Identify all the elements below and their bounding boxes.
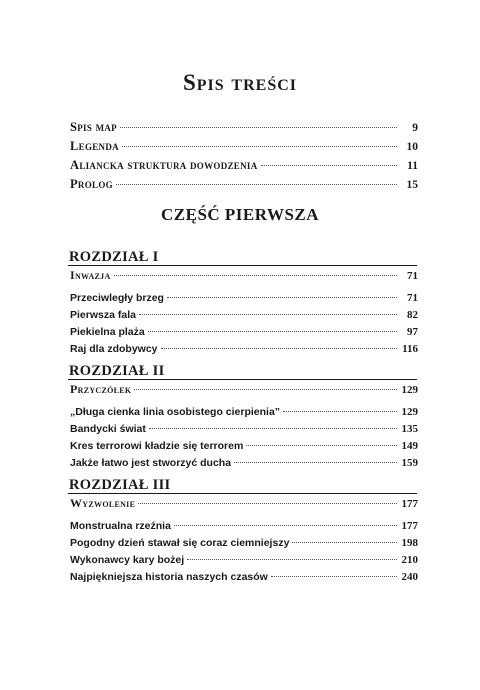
entry-page: 82: [407, 309, 418, 321]
toc-section-entry[interactable]: [70, 382, 418, 397]
toc-entry[interactable]: [70, 439, 418, 453]
entry-label: Kres terrorowi kładzie się terrorem: [70, 440, 244, 452]
toc-entry[interactable]: [70, 422, 418, 436]
part-title: CZĘŚĆ PIERWSZA: [160, 205, 320, 224]
entry-label: Bandycki świat: [70, 423, 146, 435]
entry-label: „Długa cienka linia osobistego cierpienia”: [70, 406, 281, 418]
entry-page: 159: [401, 457, 418, 469]
section-page: 71: [407, 270, 418, 282]
dot-leader: [234, 462, 397, 463]
toc-entry[interactable]: [70, 456, 418, 470]
dot-leader: [283, 411, 397, 412]
entry-label: Spis map: [70, 120, 117, 134]
entry-page: 97: [407, 326, 418, 338]
entry-page: 10: [406, 141, 418, 153]
dot-leader: [292, 542, 397, 543]
chapter-heading: ROZDZIAŁ III: [69, 477, 171, 493]
dot-leader: [261, 165, 398, 166]
dot-leader: [161, 348, 397, 349]
toc-entry[interactable]: [70, 536, 418, 550]
toc-section-entry[interactable]: [70, 268, 418, 283]
toc-entry[interactable]: [70, 177, 418, 192]
entry-page: 149: [401, 440, 418, 452]
dot-leader: [271, 576, 397, 577]
entry-page: 135: [401, 423, 418, 435]
dot-leader: [116, 184, 397, 185]
entry-label: Pogodny dzień stawał się coraz ciemniejszy: [70, 537, 290, 549]
dot-leader: [120, 127, 397, 128]
entry-page: 210: [401, 554, 418, 566]
dot-leader: [122, 146, 397, 147]
entry-label: Raj dla zdobywcy: [70, 343, 158, 355]
entry-label: Prolog: [70, 177, 113, 191]
page-title: Spis treści: [182, 70, 298, 95]
chapter-rule: [68, 493, 417, 494]
entry-page: 129: [401, 406, 418, 418]
chapter-rule: [68, 265, 417, 266]
section-label: Przyczółek: [70, 382, 132, 396]
entry-label: Najpiękniejsza historia naszych czasów: [70, 571, 268, 583]
dot-leader: [174, 525, 397, 526]
toc-entry[interactable]: [70, 519, 418, 533]
entry-page: 9: [412, 122, 418, 134]
dot-leader: [149, 428, 397, 429]
entry-label: Monstrualna rzeźnia: [70, 520, 171, 532]
entry-label: Legenda: [70, 139, 119, 153]
dot-leader: [134, 389, 397, 390]
toc-entry[interactable]: [70, 553, 418, 567]
entry-label: Aliancka struktura dowodzenia: [70, 158, 258, 172]
chapter-rule: [68, 379, 417, 380]
entry-label: Przeciwległy brzeg: [70, 292, 164, 304]
toc-entry[interactable]: [70, 570, 418, 584]
dot-leader: [139, 314, 397, 315]
toc-entry[interactable]: [70, 139, 418, 154]
entry-page: 240: [401, 571, 418, 583]
dot-leader: [138, 503, 397, 504]
toc-entry[interactable]: [70, 120, 418, 135]
section-label: Wyzwolenie: [70, 496, 136, 510]
toc-entry[interactable]: [70, 325, 418, 339]
dot-leader: [167, 297, 397, 298]
toc-entry[interactable]: [70, 308, 418, 322]
toc-entry[interactable]: [70, 342, 418, 356]
entry-page: 71: [407, 292, 418, 304]
section-page: 177: [401, 498, 418, 510]
entry-label: Piekielna plaża: [70, 326, 145, 338]
entry-page: 15: [406, 179, 418, 191]
toc-section-entry[interactable]: [70, 496, 418, 511]
section-label: Inwazja: [70, 268, 111, 282]
chapter-heading: ROZDZIAŁ II: [69, 363, 165, 379]
dot-leader: [148, 331, 397, 332]
entry-label: Wykonawcy kary bożej: [70, 554, 185, 566]
entry-label: Pierwsza fala: [70, 309, 136, 321]
chapter-heading: ROZDZIAŁ I: [69, 249, 159, 265]
entry-page: 198: [401, 537, 418, 549]
dot-leader: [187, 559, 397, 560]
entry-page: 11: [407, 160, 418, 172]
toc-entry[interactable]: [70, 158, 418, 173]
dot-leader: [246, 445, 397, 446]
toc-entry[interactable]: [70, 405, 418, 419]
entry-page: 116: [402, 343, 418, 355]
entry-page: 177: [401, 520, 418, 532]
section-page: 129: [401, 384, 418, 396]
entry-label: Jakże łatwo jest stworzyć ducha: [70, 457, 232, 469]
toc-entry[interactable]: [70, 291, 418, 305]
dot-leader: [114, 275, 397, 276]
